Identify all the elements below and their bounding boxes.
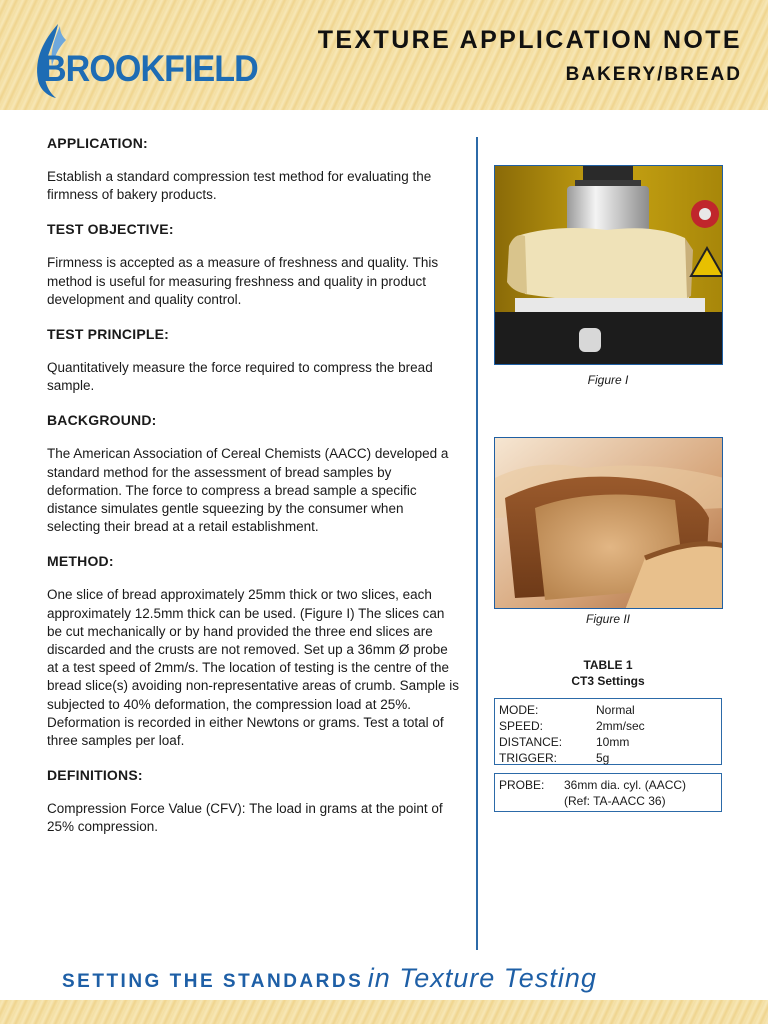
section-text: Quantitatively measure the force required to compress the bread sample. xyxy=(47,360,433,394)
tagline-part-2: in Texture Testing xyxy=(367,963,597,993)
footer-band xyxy=(0,1000,768,1024)
setting-key: SPEED: xyxy=(499,719,544,733)
main-text-column xyxy=(47,135,459,854)
section-text: The American Association of Cereal Chemists (AACC) developed a standard method for the assessment of bread samples by deformation. The force to compress a bread sample a specific distance simulates gentle squeezing by the consumer when selecting their bread at a retail establishment. xyxy=(47,446,449,535)
probe-reference: (Ref: TA-AACC 36) xyxy=(564,794,666,808)
table-subtitle: CT3 Settings xyxy=(571,674,645,688)
footer-tagline xyxy=(62,963,597,994)
settings-box xyxy=(494,698,722,765)
setting-value: 2mm/sec xyxy=(596,719,645,733)
table-number: TABLE 1 xyxy=(583,658,633,672)
section-text: Firmness is accepted as a measure of freshness and quality. This method is useful for measuring freshness and quality in product development and quality control. xyxy=(47,255,439,307)
figure-2-caption: Figure II xyxy=(585,612,630,626)
section-heading: APPLICATION: xyxy=(47,135,148,151)
section-heading: TEST PRINCIPLE: xyxy=(47,326,170,343)
settings-row xyxy=(499,750,717,766)
page-subtitle: BAKERY/BREAD xyxy=(565,64,742,85)
probe-value: 36mm dia. cyl. (AACC) xyxy=(564,778,687,792)
section-heading: TEST OBJECTIVE: xyxy=(47,221,174,238)
section-heading: BACKGROUND: xyxy=(47,412,157,429)
settings-row xyxy=(499,718,717,734)
settings-row xyxy=(499,702,717,718)
logo-wordmark: BROOKFIELD xyxy=(42,48,258,89)
brookfield-logo xyxy=(30,18,258,98)
probe-row xyxy=(499,777,717,793)
setting-value: 10mm xyxy=(596,735,630,749)
probe-ref-row xyxy=(499,793,717,809)
setting-key: TRIGGER: xyxy=(499,751,558,765)
header-band xyxy=(0,0,768,110)
section-test-principle xyxy=(47,326,459,395)
probe-label: PROBE: xyxy=(499,778,545,792)
section-definitions xyxy=(47,767,459,836)
section-method xyxy=(47,553,459,750)
setting-value: Normal xyxy=(596,703,635,717)
column-divider xyxy=(476,137,478,950)
setting-value: 5g xyxy=(596,751,610,765)
probe-box xyxy=(494,773,722,812)
setting-key: MODE: xyxy=(499,703,539,717)
section-background xyxy=(47,412,459,536)
section-text: Establish a standard compression test method for evaluating the firmness of bakery products. xyxy=(47,169,432,203)
figure-1-photo xyxy=(494,165,723,365)
table-title xyxy=(494,657,722,689)
tagline-part-1: SETTING THE STANDARDS xyxy=(62,971,364,992)
figure-2-photo xyxy=(494,437,723,609)
page-title: TEXTURE APPLICATION NOTE xyxy=(317,26,742,54)
section-text: One slice of bread approximately 25mm thick or two slices, each approximately 12.5mm thick can be used. (Figure I) The slices can be cut mechanically or by hand provided the three end slices are discarded and the crusts are not removed. Set up a 36mm Ø probe at a test speed of 2mm/s. The location of testing is the centre of the bread slice(s) avoiding non-representative areas of crumb. Sample is subjected to 40% deformation, the compression load at 25%. Deformation is recorded in either Newtons or grams. Test a total of three samples per loaf. xyxy=(47,587,459,749)
section-heading: DEFINITIONS: xyxy=(47,767,143,784)
setting-key: DISTANCE: xyxy=(499,735,563,749)
figure-1-caption: Figure I xyxy=(587,373,629,387)
section-text: Compression Force Value (CFV): The load in grams at the point of 25% compression. xyxy=(47,801,443,835)
settings-row xyxy=(499,734,717,750)
section-application xyxy=(47,135,459,204)
section-heading: METHOD: xyxy=(47,553,114,570)
section-test-objective xyxy=(47,221,459,309)
